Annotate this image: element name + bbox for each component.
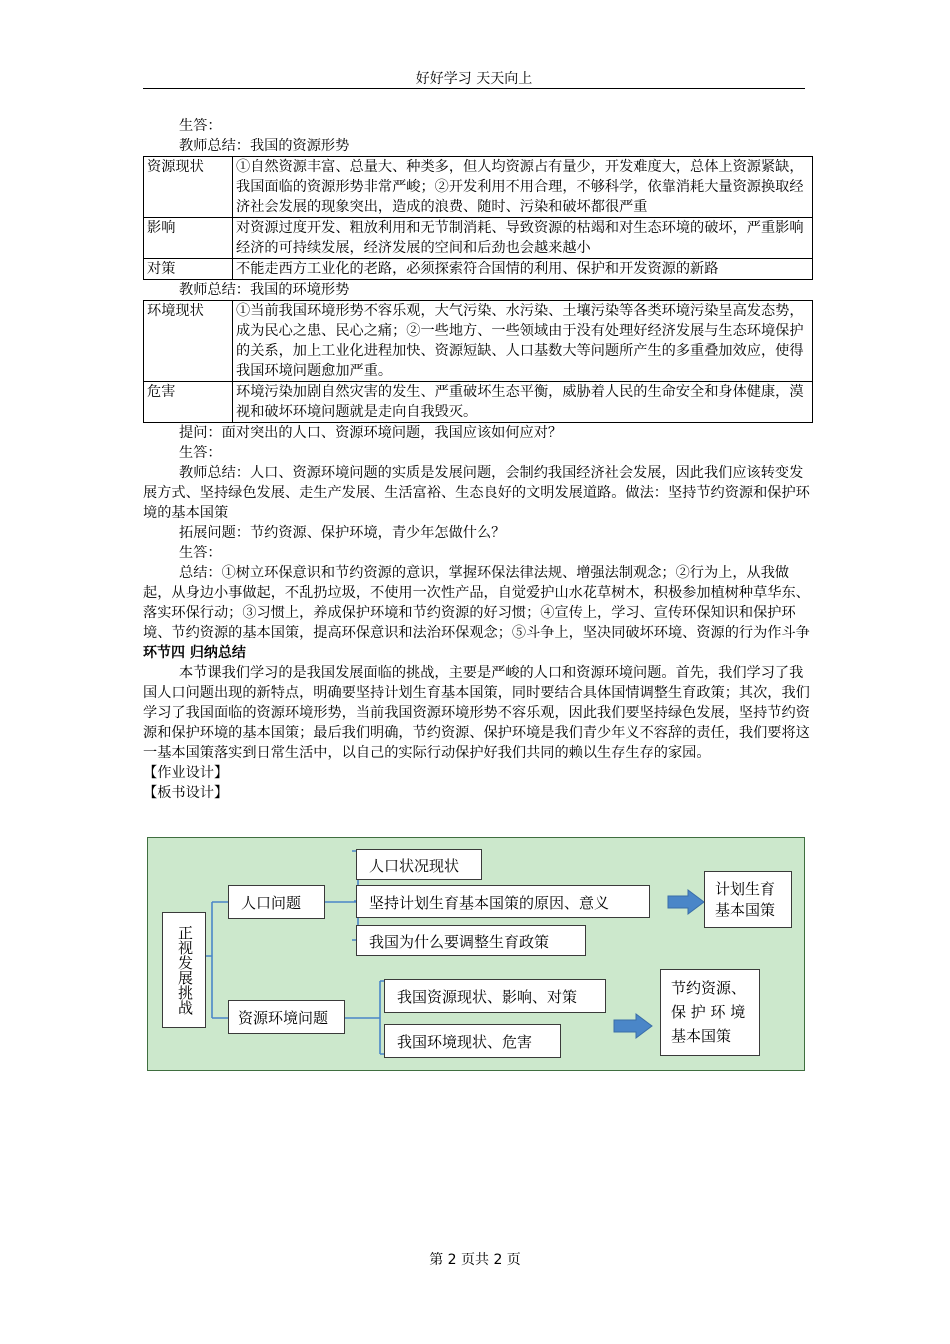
env-table [143,300,813,423]
teacher-summary-3: 教师总结：人口、资源环境问题的实质是发展问题，会制约我国经济社会发展，因此我们应该转变发展方式、坚持绿色发展、走生产发展、生活富裕、生态良好的文明发展道路。做法：坚持节约资源和保护环境的基本国策 [143,465,810,521]
pop-item-label: 我国为什么要调整生育政策 [369,933,550,951]
pop-result-line: 基本国策 [715,901,776,919]
res-result-line: 保 护 环 境 [671,1003,746,1021]
student-answer-2: 生答： [179,445,222,461]
extension-question: 拓展问题：节约资源、保护环境，青少年怎做什么？ [179,525,506,541]
teacher-summary-resource: 教师总结：我国的资源形势 [179,138,350,154]
arrow-icon-res [614,1014,652,1038]
table-value: 环境污染加剧自然灾害的发生、严重破坏生态平衡，威胁着人民的生命安全和身体健康，漠视和破坏环境问题就是走向自我毁灭。 [233,382,813,423]
res-item-label: 我国环境现状、危害 [397,1033,533,1051]
pop-item-label: 坚持计划生育基本国策的原因、意义 [369,894,610,912]
pop-item-label: 人口状况现状 [369,857,460,875]
pop-item-1 [356,849,482,880]
res-result-line: 基本国策 [671,1027,732,1045]
pop-result-box [704,871,792,928]
homework-heading: 【作业设计】 [143,765,229,781]
question: 提问：面对突出的人口、资源环境问题，我国应该如何应对？ [179,425,563,441]
table-key: 资源现状 [144,157,233,218]
population-label: 人口问题 [241,894,302,912]
table-key: 影响 [144,218,233,259]
table-row [144,382,813,423]
res-item-2 [384,1024,561,1058]
pop-item-3 [356,925,586,956]
section4-title: 环节四 归纳总结 [143,645,246,661]
section4-body: 本节课我们学习的是我国发展面临的挑战，主要是严峻的人口和资源环境问题。首先，我们学习了我国人口问题出现的新特点，明确要坚持计划生育基本国策，同时要结合具体国情调整生育政策；其次，我们学习了我国面临的资源环境形势，当前我国资源环境形势不容乐观，因此我们要坚持绿色发展，坚持节约资源和保护环境的基本国策；最后我们明确，节约资源、保护环境是我们青少年义不容辞的责任，我们要将这一基本国策落实到日常生活中，以自己的实际行动保护好我们共同的赖以生存生存的家园。 [143,665,810,761]
res-item-1 [384,979,606,1013]
teacher-summary-env: 教师总结：我国的环境形势 [179,282,350,298]
table-row [144,218,813,259]
header-rule [143,88,805,89]
table-value: ①当前我国环境形势不容乐观，大气污染、水污染、土壤污染等各类环境污染呈高发态势，成为民心之患、民心之痛；②一些地方、一些领域由于没有处理好经济发展与生态环境保护的关系，加上工业化进程加快、资源短缺、人口基数大等问题所产生的多重叠加效应，使得我国环境问题愈加严重。 [233,301,813,382]
table-value: 不能走西方工业化的老路，必须探索符合国情的利用、保护和开发资源的新路 [233,259,813,280]
table-row [144,301,813,382]
res-result-box [660,969,760,1056]
content [143,116,813,803]
connector-root [206,902,228,1018]
student-answer: 生答： [179,118,222,134]
board-heading: 【板书设计】 [143,785,229,801]
table-key: 危害 [144,382,233,423]
page-footer: 第 2 页共 2 页 [429,1252,521,1268]
connector-res [345,981,386,1054]
root-box [162,912,206,1028]
pop-item-2 [356,885,650,918]
res-item-label: 我国资源现状、影响、对策 [397,988,578,1006]
student-answer-3: 生答： [179,545,222,561]
page-header: 好好学习 天天向上 [415,71,533,87]
table-value: 对资源过度开发、粗放利用和无节制消耗、导致资源的枯竭和对生态环境的破坏，严重影响经济的可持续发展，经济发展的空间和后劲也会越来越小 [233,218,813,259]
arrow-icon-pop [668,890,704,914]
resource-label: 资源环境问题 [238,1009,329,1027]
table-key: 环境现状 [144,301,233,382]
resource-box [228,1000,345,1034]
summary: 总结：①树立环保意识和节约资源的意识，掌握环保法律法规、增强法制观念；②行为上，从我做起，从身边小事做起，不乱扔垃圾，不使用一次性产品，自觉爱护山水花草树木，积极参加植树种草华东、落实环保行动；③习惯上，养成保护环境和节约资源的好习惯；④宣传上，学习、宣传环保知识和保护环境、节约资源的基本国策，提高环保意识和法治环保观念；⑤斗争上，坚决同破坏环境、资源的行为作斗争 [143,565,810,641]
table-value: ①自然资源丰富、总量大、种类多，但人均资源占有量少，开发难度大，总体上资源紧缺，我国面临的资源形势非常严峻；②开发利用不用合理，不够科学，依靠消耗大量资源换取经济社会发展的现象突出，造成的浪费、随时、污染和破坏都很严重 [233,157,813,218]
table-row [144,259,813,280]
table-row [144,157,813,218]
population-box [228,885,325,919]
res-result-line: 节约资源、 [671,979,747,997]
connector-pop [325,851,358,940]
board-diagram [147,837,805,1071]
table-key: 对策 [144,259,233,280]
root-label: 正视发展挑战 [176,925,194,1015]
pop-result-line: 计划生育 [715,880,776,898]
resource-table [143,156,813,280]
